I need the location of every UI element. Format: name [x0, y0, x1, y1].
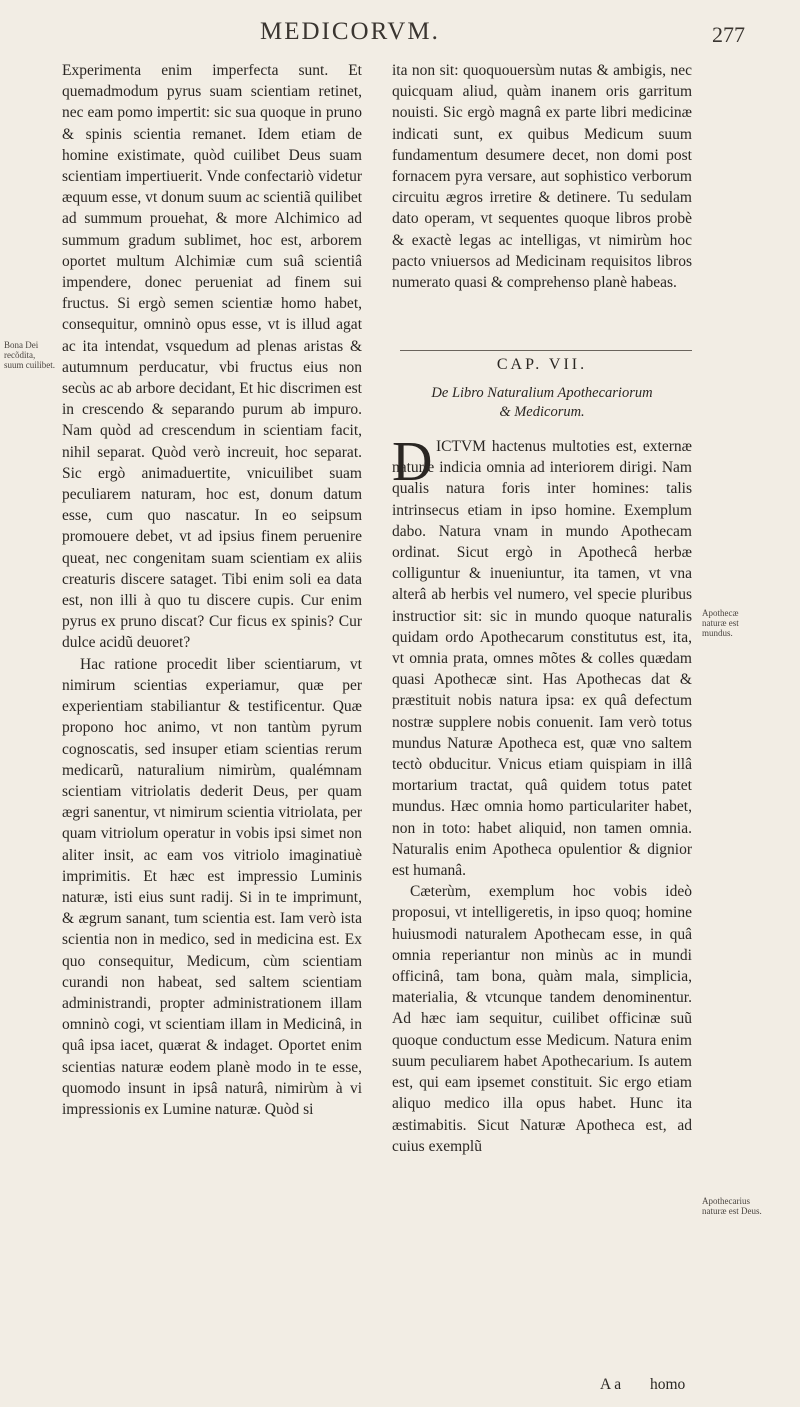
signature-mark: A a	[600, 1376, 622, 1393]
catchword: homo	[650, 1376, 686, 1393]
left-paragraph-2: Hac ratione procedit liber scientiarum, vt nimirum scientias experiamur, quæ per experientiam stabiliantur & testificentur. Quæ propono hoc animo, vt non tantùm pyrum cognoscatis, sed insuper etiam scientias rerum medicarũ, naturalium nimirùm, qualémnam scientiam vitriolatis dederit Deus, per quam ægri sanentur, vt nimirum scientia vitriolata, per quam vitriolum operatur in vobis ipsi simet non aliter insit, ac eam vos vitriolo imaginatiuè imprimitis. Et hæc est impressio Luminis naturæ, isti eius sunt radij. Si in te imprimunt, & ægrum sanant, tum scientia est. Iam verò ista scientia non in medico, sed in medicina est. Ex quo consequitur, Medicum, cùm scientiam curandi non habeat, sed saltem scientiam administrandi, propter administrationem illam omninò cogi, vt scientiam illam in Medicinâ, in quâ ipsa iacet, quærat & indaget. Oportet enim scientias naturæ eodem planè modo in te esse, quomodo insunt in ipsâ naturâ, nimirùm à vi impressionis ex Lumine naturæ. Quòd si	[62, 655, 362, 1118]
margin-note-left: Bona Dei recõdita, suum cuilibet.	[4, 340, 55, 370]
margin-note-right-2: Apothecarius naturæ est Deus.	[702, 1196, 762, 1216]
chapter-title-line-2: & Medicorum.	[499, 404, 585, 420]
chapter-title-line-1: De Libro Naturalium Apothecariorum	[431, 385, 653, 401]
chapter-paragraph-2: Cæterùm, exemplum hoc vobis ideò proposui, vt intelligeretis, in ipso quoq; homine huiusmodi naturalem Apothecam esse, in quâ omnia reperiantur non minùs ac in mundi officinâ, tam bona, quàm mala, simplicia, materialia, & vtcunque tandem denominentur. Ad hæc iam sequitur, cuilibet officinæ suũ quoque conductum esse Medicum. Natura enim suum peculiarem habet Apothecarium. Is autem est, qui eam ipsemet constituit. Sic ergo etiam aliquo medico illa opus habet. Hunc ita æstimabitis. Sicut Naturæ Apotheca est, ad cuius exemplũ	[392, 883, 692, 1155]
left-paragraph-1: Experimenta enim imperfecta sunt. Et quemadmodum pyrus suam scientiam retinet, nec eam pomo impertit: sic sua quoque in pruno & spinis scientia remanet. Idem etiam de homine existimate, quòd cuilibet Deus suam scientiam impertiuerit. Vnde confectariò videtur æquum esse, vt donum suum ac scientiã quilibet ad summum prouehat, & more Alchimico ad summum gradum sublimet, hoc est, arborem oportet multum Alchimiæ cum suâ scientiâ impendere, donec perueniat ad finem sui fructus. Si ergò semen scientiæ homo habet, consequitur, omninò opus esse, vt is illud agat ac ita intendat, vsquedum ad plenas aristas & autumnum perducatur, vbi fructus eius non secùs ac ab arbore decidant, Et hic discrimen est in crescendo & separando purum ab impuro. Nam quòd ad crescendum in scientiam facit, nihil separat. Quòd verò increuit, hoc separat. Sic ergò animaduertite, vnicuilibet suam peculiarem naturam, hoc est, donum datum esse, cum quo nascatur. In eo seipsum promouere debet, vt ad ipsius finem peruenire queat, nec congenitam suam scientiam ex aliis creaturis discere sataget. Tibi enim soli ea data est, non illi à quo tu discere cupis. Cur enim pyrus ex pruno discat? Cur ficus ex spinis? Cur dulce acidũ deuoret?	[62, 62, 362, 652]
drop-cap: D	[392, 431, 433, 493]
margin-note-right-1: Apothecæ naturæ est mundus.	[702, 608, 739, 638]
page-header	[0, 14, 800, 54]
running-head: MEDICORVM.	[260, 18, 440, 45]
chapter-paragraph-1-text: ICTVM hactenus multoties est, externæ naturæ indicia omnia ad interiorem dirigi. Nam qualis natura foris inter homines: talis intrinsecus etiam in ipso homine. Exemplum dabo. Natura vnam in mundo Apothecam ordinat. Sicut ergò in Apothecâ herbæ colliguntur & inueniuntur, ita tamen, vt vna alterâ ab herbis vel numero, vel specie pluribus instructior sit: sic in mundo quoque naturalis quidam ordo Apothecarum constitutus est, ita, vt omnia prata, omnes mõtes & colles quædam quasi Apothecæ sint. Has Apothecas dat & præstituit nobis natura ipsa: ex quâ defectum nostræ supplere nobis conuenit. Iam verò totus mundus Naturæ Apotheca est, quæ vno saltem tectò obducitur. Vnicus etiam quispiam in illâ mortarium tractat, quâ quidem totus patet mundus. Hæc omnia homo particulariter habet, non in toto: habet aliquid, non tamen omnia. Naturalis enim Apotheca opulentior & dignior est humanâ.	[392, 438, 692, 880]
chapter-label: CAP. VII.	[496, 356, 588, 373]
right-column-top	[392, 60, 692, 293]
right-column-chapter	[392, 431, 692, 1157]
chapter-title	[392, 384, 692, 422]
chapter-paragraph-1	[392, 431, 692, 881]
right-paragraph-top: ita non sit: quoquouersùm nutas & ambigis, nec quicquam aliud, quàm inanem oris garritum nouisti. Sic ergò magnâ ex parte libri medicinæ indicati sunt, ex quibus Medicum suum fundamentum desumere decet, non domi post fornacem pyra versare, aut sophistico verborum circuitu ægros irretire & detinere. Tu sedulam dato operam, vt sequentes quoque libros probè & exactè legas ac intelligas, vt nimirùm hoc pacto vniuersos ad Medicinam requisitos libros numerato quasi & comprehenso planè habeas.	[392, 62, 692, 292]
left-column	[62, 60, 362, 1120]
chapter-rule	[400, 350, 692, 351]
page-number: 277	[712, 22, 745, 47]
